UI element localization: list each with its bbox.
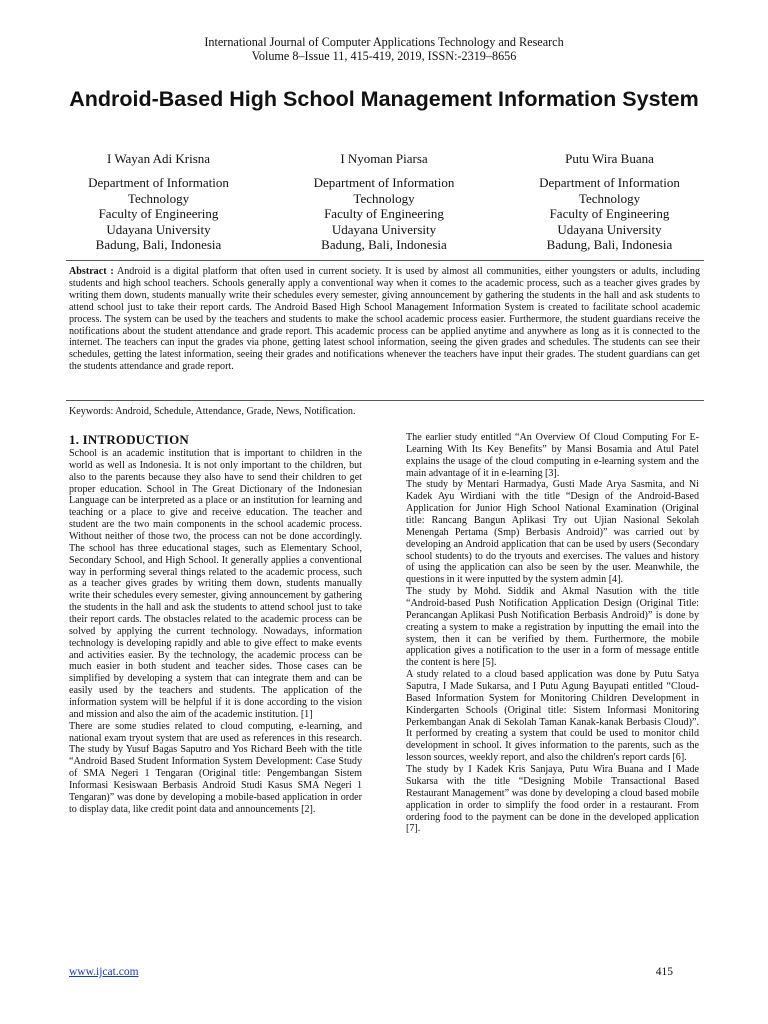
author-department: Department of Information bbox=[539, 175, 680, 191]
author-university: Udayana University bbox=[331, 221, 437, 237]
abstract-top-rule bbox=[66, 260, 704, 261]
author-department: Department of Information bbox=[313, 175, 455, 191]
journal-volume: Volume 8–Issue 11, 415-419, 2019, ISSN:-2319–8656 bbox=[251, 49, 517, 63]
author-department-cont: Technology bbox=[578, 190, 641, 206]
author-block bbox=[497, 151, 722, 252]
page-number: 415 bbox=[655, 966, 673, 978]
author-university: Udayana University bbox=[106, 221, 211, 237]
right-column bbox=[406, 432, 699, 835]
author-department-cont: Technology bbox=[353, 190, 415, 206]
body-paragraph: The earlier study entitled “An Overview Of Cloud Computing For E-Learning With Its Key Benefits” by Mansi Bosamia and Atul Patel explains the usage of the cloud computing in e-learning system and the main advantage of it in e-learning [3]. bbox=[406, 432, 699, 479]
journal-name: International Journal of Computer Applications Technology and Research bbox=[204, 35, 564, 49]
author-location: Badung, Bali, Indonesia bbox=[321, 237, 447, 253]
abstract-text: Android is a digital platform that often used in current society. It is used by almost all communities, either youngsters or adults, including students and high school teachers. Schools generally apply a conventional way when it comes to the academic process, such as a teacher gives grades by writing them down, students manually write their schedules every semester, giving announcement by gathering the students in the hall and ask students to attend school just to take their report cards. The Android Based High School Management Information System is created to facilitate school academic process. The system can be used by the teachers and students to make the school academic process easier. Furthermore, the student guardians receive the notifications about the student attendance and grade report. This academic process can be applied anytime and anywhere as long as it is connected to the internet. The teachers can input the grades via phone, getting latest school information, seeing the given grades and schedules. The students can see their schedules, getting the latest information, seeing their grades and notifications whenever the teachers have input their grades. The student guardians can get the students attendance and grade report. bbox=[69, 266, 700, 373]
body-paragraph: A study related to a cloud based application was done by Putu Satya Saputra, I Made Sukarsa, and I Putu Agung Bayupati entitled “Cloud-Based Information System for Monitoring Children Development in Kindergarten Schools (Original title: Sistem Informasi Monitoring Perkembangan Anak di Sekolah Taman Kanak-kanak Berbasis Cloud)”. It performed by creating a system that could be used to monitor child development in school. It gives information to the parents, such as the lesson sources, weekly report, and also the children's report cards [6]. bbox=[406, 669, 699, 764]
body-paragraph: The study by Mohd. Siddik and Akmal Nasution with the title “Android-based Push Notification Application Design (Original Title: Perancangan Aplikasi Push Notification Berbasis Android)” is done by creating a system to make a registration by inputting the email into the system, then it can be verified by them. Furthermore, the mobile application gives a notification to the user in a form of message entitle the content is here [5]. bbox=[406, 586, 699, 669]
author-block bbox=[46, 151, 271, 252]
abstract-bottom-rule bbox=[66, 400, 704, 401]
author-faculty: Faculty of Engineering bbox=[324, 206, 444, 222]
author-name: I Nyoman Piarsa bbox=[340, 151, 428, 166]
author-list bbox=[46, 151, 722, 252]
body-paragraph: The study by I Kadek Kris Sanjaya, Putu Wira Buana and I Made Sukarsa with the title “Designing Mobile Transactional Based Restaurant Management” was done by developing a cloud based mobile application in order to simplify the food order in a restaurant. From ordering food to the payment can be done in the developed application [7]. bbox=[406, 764, 699, 835]
abstract-label: Abstract : bbox=[69, 266, 114, 277]
section-heading: 1. INTRODUCTION bbox=[69, 432, 190, 447]
body-paragraph: The study by Mentari Harmadya, Gusti Made Arya Sasmita, and Ni Kadek Ayu Wirdiani with the title “Design of the Android-Based Application for Junior High School National Examination (Original title: Rancang Bangun Aplikasi Try out Ujian Nasional Sekolah Menengah Pertama (Smp) Berbasis Android)” was carried out by developing an Android application that can be used by users (Secondary school students) to do the tryouts and exercises. The values and history of using the application can also be seen by the user. Meanwhile, the questions in it were inputted by the system admin [4]. bbox=[406, 479, 699, 586]
journal-header bbox=[0, 35, 768, 63]
author-university: Udayana University bbox=[557, 221, 662, 237]
author-department: Department of Information bbox=[88, 175, 229, 191]
left-column bbox=[69, 432, 362, 816]
author-faculty: Faculty of Engineering bbox=[98, 206, 219, 222]
author-location: Badung, Bali, Indonesia bbox=[546, 237, 673, 253]
journal-website-link[interactable]: www.ijcat.com bbox=[69, 966, 139, 978]
author-block bbox=[272, 151, 497, 252]
page-footer bbox=[69, 966, 673, 978]
author-location: Badung, Bali, Indonesia bbox=[95, 237, 222, 253]
body-paragraph: There are some studies related to cloud computing, e-learning, and national exam tryout system that are used as references in this research. The study by Yusuf Bagas Saputro and Yos Richard Beeh with the title “Android Based Student Information System Development: Case Study of SMA Negeri 1 Tengaran (Original title: Pengembangan Sistem Informasi Kesiswaan Berbasis Android Studi Kasus SMA Negeri 1 Tengaran)” was done by developing a mobile-based application in order to display data, like credit point data and announcements [2]. bbox=[69, 720, 362, 815]
author-faculty: Faculty of Engineering bbox=[549, 206, 670, 222]
author-name: I Wayan Adi Krisna bbox=[106, 151, 211, 166]
author-name: Putu Wira Buana bbox=[565, 151, 654, 166]
body-paragraph: School is an academic institution that is important to children in the world as well as Indonesia. It is not only important to the children, but also to the parents because they also have to send their children to get proper education. School in The Great Dictionary of the Indonesian Language can be interpreted as a place or an institution for learning and teaching or a place to give and receive education. The teacher and student are the two main components in the school academic process. Without neither of those two, the process can not be done accordingly. The school has three educational stages, such as Elementary School, Secondary School, and High School. It generally applies a conventional way in performing several things related to the academic process, such as a teacher gives grades by writing them down, students manually write their schedules every semester, giving announcement by gathering the students in the hall and ask the students to attend school just to take their report cards. The obstacles related to the academic process can be solved by applying the current technology. Nowadays, information technology is developing rapidly and able to give effect to make events and activities easier. By the technology, the academic process can be much easier in both student and teacher sides. Those cases can be simplified by developing a system that can integrate them and can be easily used by the teachers and students. The application of the information system will be helpful if it is done according to the vision and mission and also the aim of the academic institution. [1] bbox=[69, 448, 362, 720]
author-department-cont: Technology bbox=[127, 190, 190, 206]
keywords: Keywords: Android, Schedule, Attendance, Grade, News, Notification. bbox=[69, 406, 356, 417]
paper-title: Android-Based High School Management Information System bbox=[69, 87, 699, 111]
abstract bbox=[69, 266, 700, 373]
